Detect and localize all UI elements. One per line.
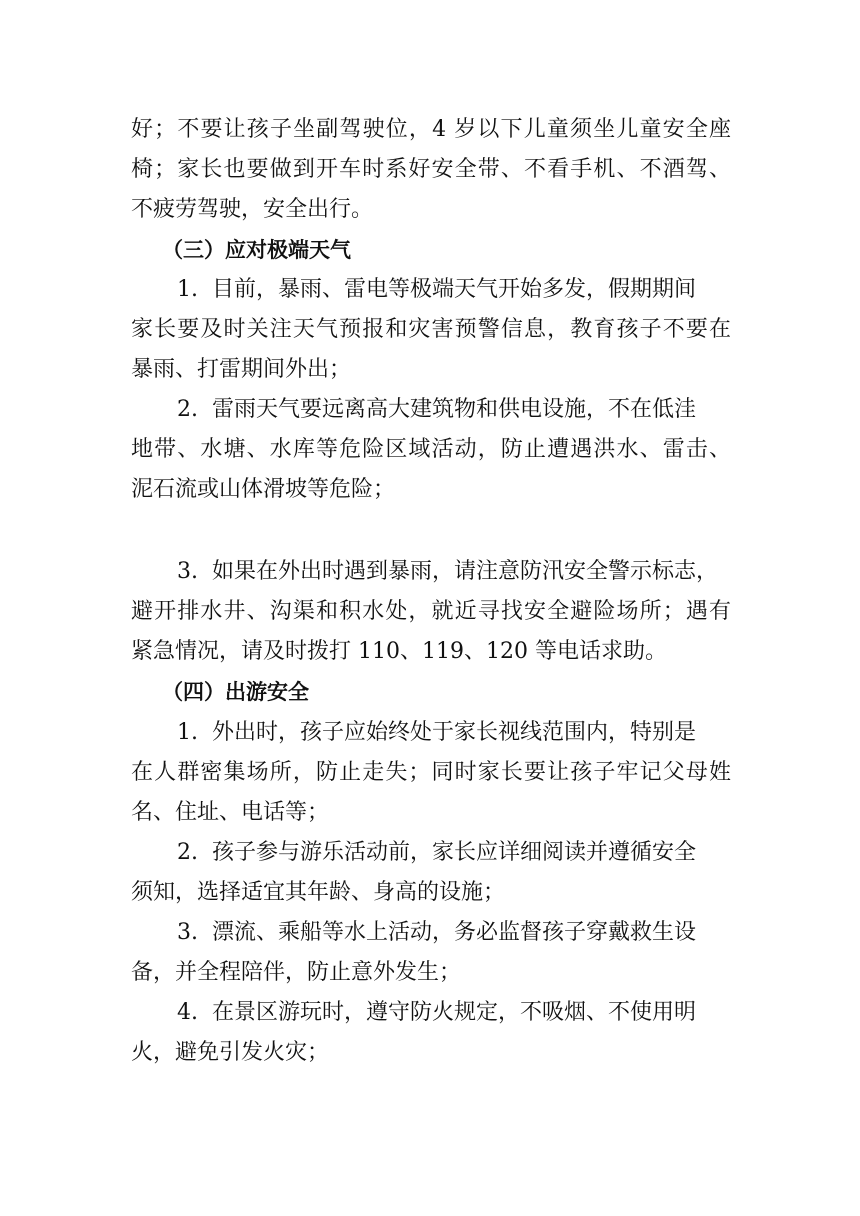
text-line: 1. 目前，暴雨、雷电等极端天气开始多发，假期期间 (177, 277, 696, 302)
text-line: 在人群密集场所，防止走失；同时家长要让孩子牢记父母姓 (131, 760, 731, 785)
text-line: 须知，选择适宜其年龄、身高的设施； (131, 880, 506, 905)
text-line: 家长要及时关注天气预报和灾害预警信息，教育孩子不要在 (131, 317, 731, 342)
text-line: 好；不要让孩子坐副驾驶位，4 岁以下儿童须坐儿童安全座 (131, 117, 731, 142)
text-line: 火，避免引发火灾； (131, 1040, 330, 1065)
text-line: 2. 雷雨天气要远离高大建筑物和供电设施，不在低洼 (177, 397, 696, 422)
section-heading: （四）出游安全 (162, 680, 309, 704)
text-line: 备，并全程陪伴，防止意外发生； (131, 960, 462, 985)
section-heading: （三）应对极端天气 (162, 238, 351, 262)
text-line: 3. 如果在外出时遇到暴雨，请注意防汛安全警示标志， (177, 559, 718, 584)
text-line: 名、住址、电话等； (131, 800, 330, 825)
text-line: 紧急情况，请及时拨打 110、119、120 等电话求助。 (131, 639, 667, 664)
text-line: 椅；家长也要做到开车时系好安全带、不看手机、不酒驾、 (131, 157, 731, 182)
text-line: 泥石流或山体滑坡等危险； (131, 477, 396, 502)
text-line: 不疲劳驾驶，安全出行。 (131, 197, 374, 222)
text-line: 2. 孩子参与游乐活动前，家长应详细阅读并遵循安全 (177, 840, 696, 865)
text-line: 避开排水井、沟渠和积水处，就近寻找安全避险场所；遇有 (131, 599, 731, 624)
text-line: 1. 外出时，孩子应始终处于家长视线范围内，特别是 (177, 720, 696, 745)
text-line: 3. 漂流、乘船等水上活动，务必监督孩子穿戴救生设 (177, 920, 696, 945)
text-line: 地带、水塘、水库等危险区域活动，防止遭遇洪水、雷击、 (131, 437, 731, 462)
text-line: 4. 在景区游玩时，遵守防火规定，不吸烟、不使用明 (177, 1000, 696, 1025)
text-line: 暴雨、打雷期间外出； (131, 357, 352, 382)
